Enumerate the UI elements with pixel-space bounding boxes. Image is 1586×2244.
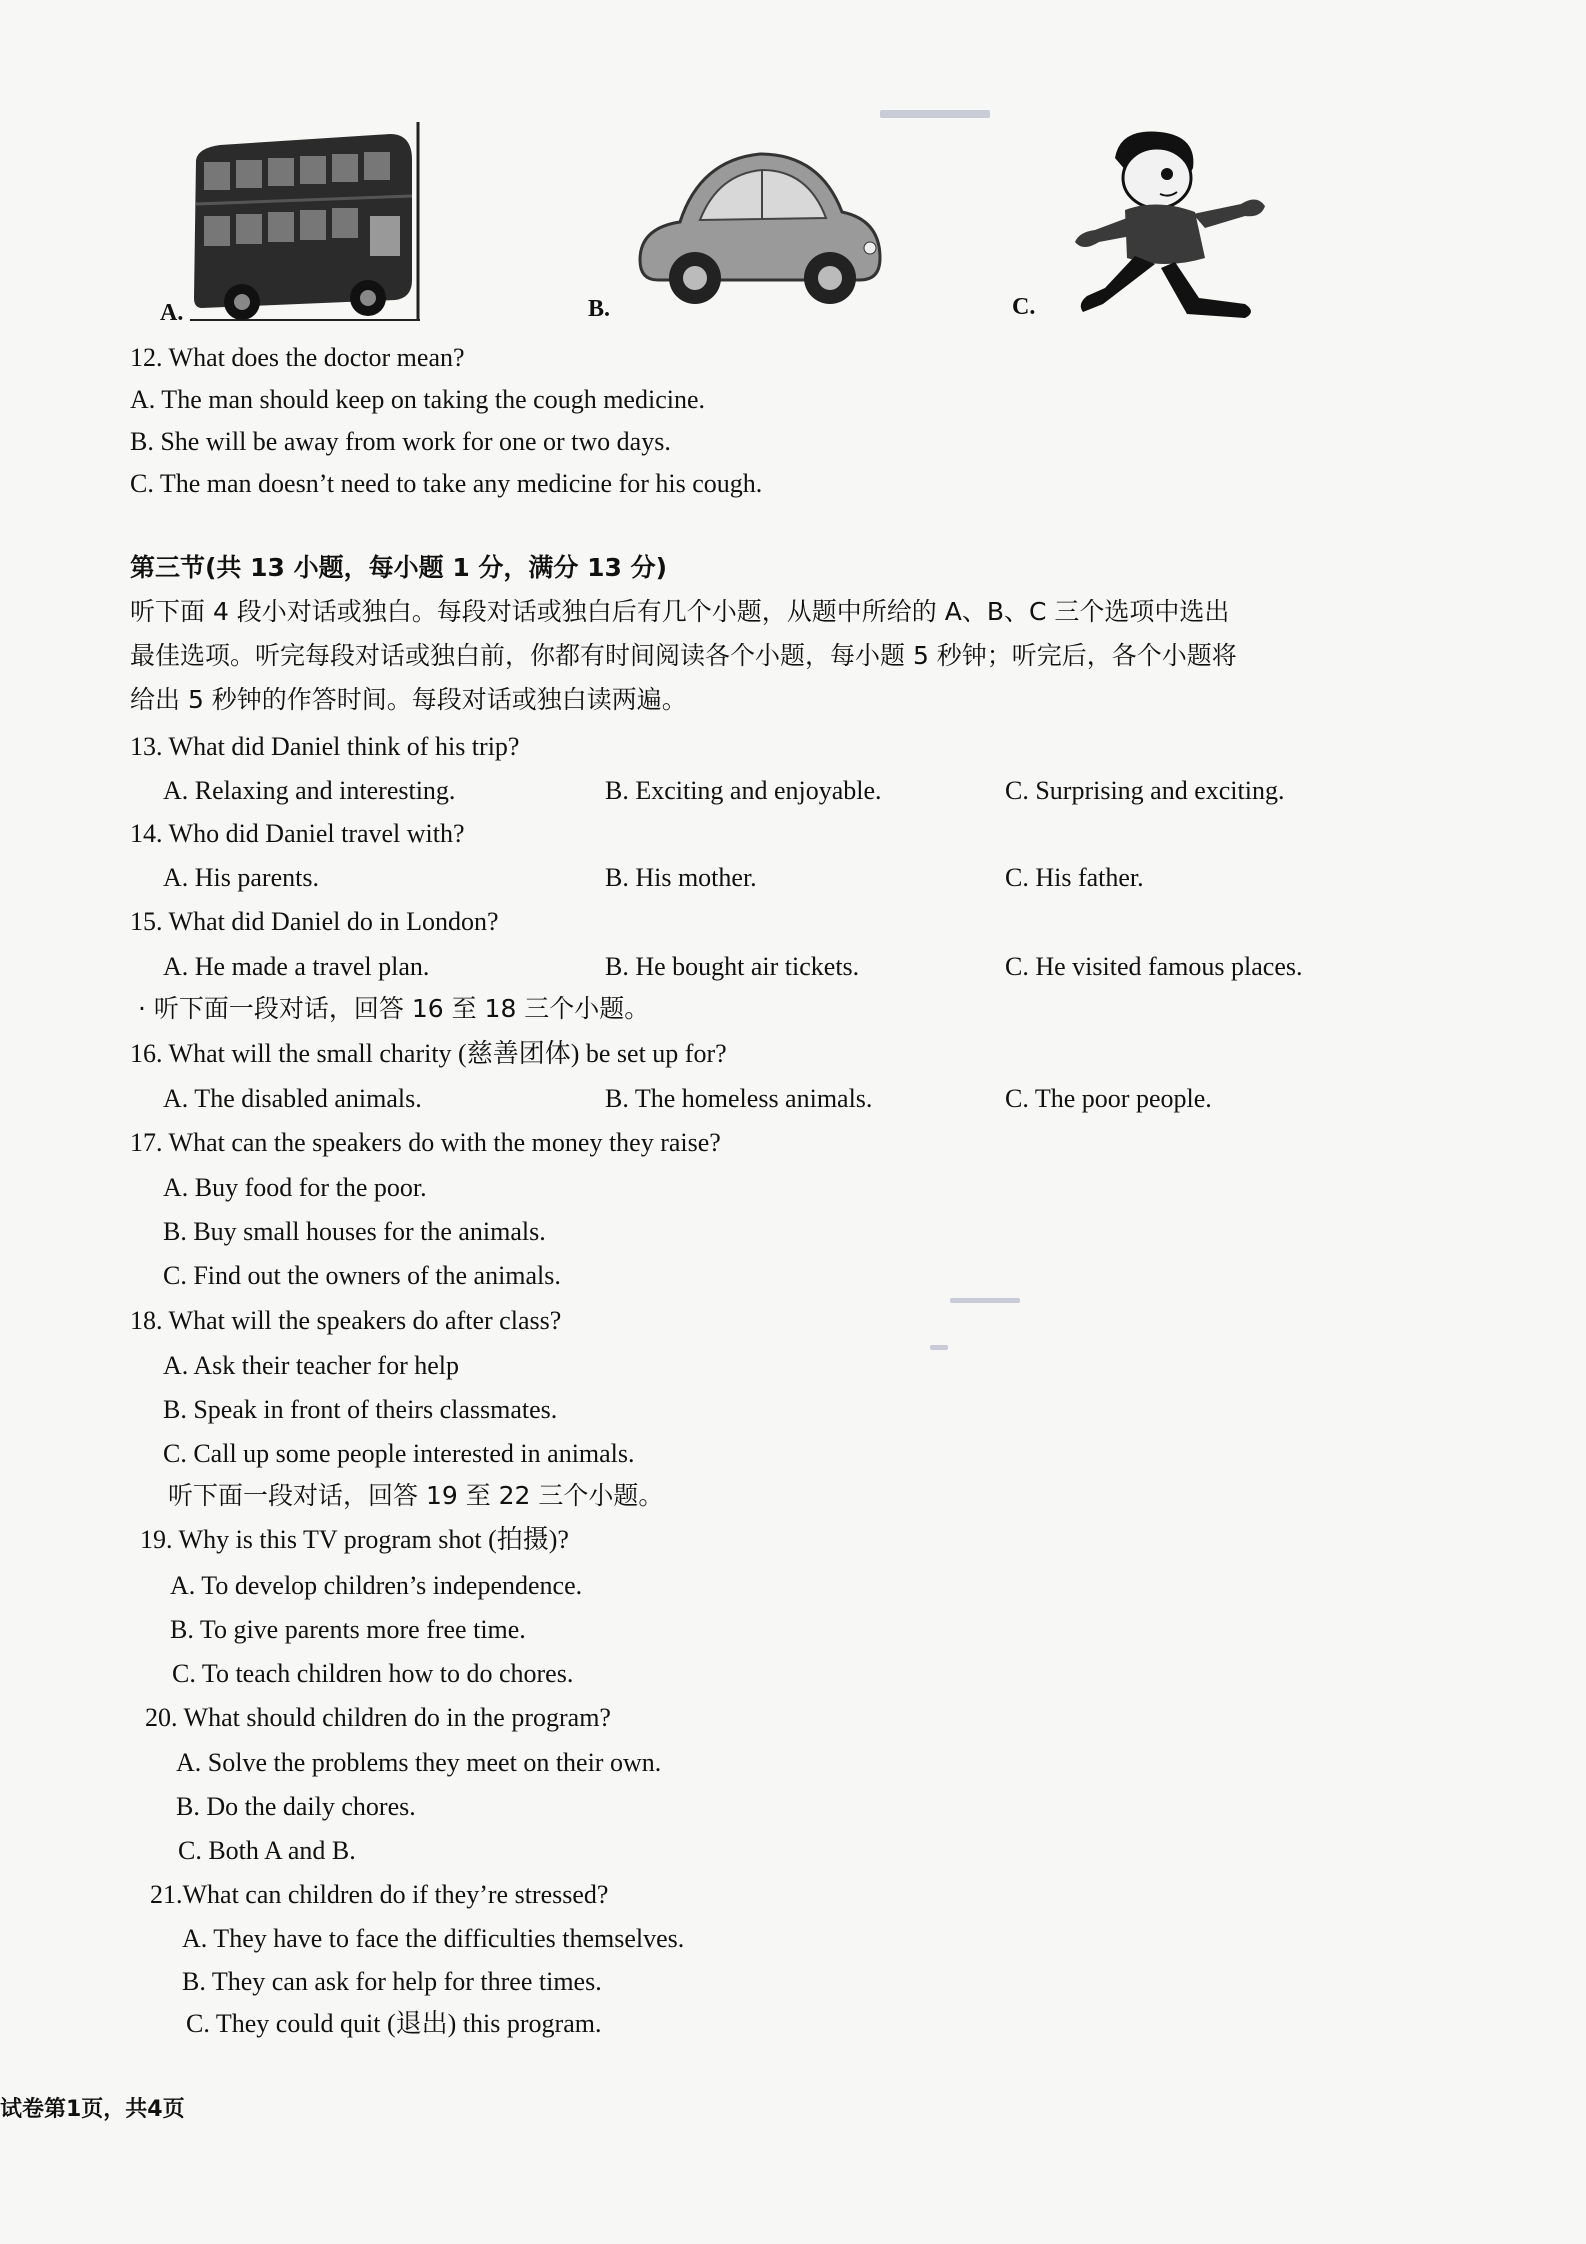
question-15: 15. What did Daniel do in London? [130, 907, 499, 936]
running-boy-icon [1065, 128, 1280, 323]
picture-c-label: C. [1012, 294, 1036, 320]
question-21: 21.What can children do if they’re stressed? [150, 1880, 609, 1909]
q19-option-c: C. To teach children how to do chores. [172, 1659, 574, 1688]
q21-option-b: B. They can ask for help for three times. [182, 1967, 602, 1996]
page-footer: 试卷第1页，共4页 [0, 2097, 185, 2122]
q12-option-c: C. The man doesn’t need to take any medicine for his cough. [130, 469, 763, 498]
question-14: 14. Who did Daniel travel with? [130, 819, 465, 848]
q14-option-b: B. His mother. [605, 863, 757, 892]
picture-a-label: A. [160, 300, 184, 326]
question-17: 17. What can the speakers do with the money they raise? [130, 1128, 721, 1157]
picture-b-label: B. [588, 296, 611, 322]
q21-option-c: C. They could quit (退出) this program. [186, 2009, 602, 2038]
q20-option-c: C. Both A and B. [178, 1836, 356, 1865]
section-instructions-line-3: 给出 5 秒钟的作答时间。每段对话或独白读两遍。 [130, 685, 687, 714]
q14-option-a: A. His parents. [163, 863, 319, 892]
q17-option-a: A. Buy food for the poor. [163, 1173, 427, 1202]
listening-note-16-18: · 听下面一段对话，回答 16 至 18 三个小题。 [138, 994, 650, 1023]
q18-option-a: A. Ask their teacher for help [163, 1351, 460, 1380]
q13-option-b: B. Exciting and enjoyable. [605, 776, 882, 805]
q15-option-b: B. He bought air tickets. [605, 952, 860, 981]
q16-option-c: C. The poor people. [1005, 1084, 1212, 1113]
q17-option-c: C. Find out the owners of the animals. [163, 1261, 561, 1290]
listening-note-19-22: 听下面一段对话，回答 19 至 22 三个小题。 [168, 1481, 664, 1510]
q18-option-c: C. Call up some people interested in animals. [163, 1439, 635, 1468]
section-instructions-line-2: 最佳选项。听完每段对话或独白前，你都有时间阅读各个小题，每小题 5 秒钟；听完后，各个小题将 [130, 641, 1237, 670]
q14-option-c: C. His father. [1005, 863, 1144, 892]
section-instructions-line-1: 听下面 4 段小对话或独白。每段对话或独白后有几个小题，从题中所给的 A、B、C 三个选项中选出 [130, 597, 1230, 626]
q18-option-b: B. Speak in front of theirs classmates. [163, 1395, 558, 1424]
scan-mark [930, 1345, 948, 1350]
question-20: 20. What should children do in the program? [145, 1703, 611, 1732]
q16-option-a: A. The disabled animals. [163, 1084, 422, 1113]
q12-option-a: A. The man should keep on taking the cough medicine. [130, 385, 705, 414]
question-16: 16. What will the small charity (慈善团体) be set up for? [130, 1039, 727, 1068]
section-heading: 第三节(共 13 小题，每小题 1 分，满分 13 分) [130, 553, 668, 582]
question-12: 12. What does the doctor mean? [130, 343, 465, 372]
double-decker-bus-icon [190, 120, 430, 325]
q17-option-b: B. Buy small houses for the animals. [163, 1217, 546, 1246]
q15-option-a: A. He made a travel plan. [163, 952, 430, 981]
q13-option-a: A. Relaxing and interesting. [163, 776, 456, 805]
q15-option-c: C. He visited famous places. [1005, 952, 1303, 981]
scan-mark [880, 110, 990, 118]
q16-option-b: B. The homeless animals. [605, 1084, 873, 1113]
car-icon [630, 140, 890, 315]
q21-option-a: A. They have to face the difficulties themselves. [182, 1924, 685, 1953]
q19-option-a: A. To develop children’s independence. [170, 1571, 583, 1600]
q20-option-b: B. Do the daily chores. [176, 1792, 416, 1821]
question-13: 13. What did Daniel think of his trip? [130, 732, 520, 761]
q20-option-a: A. Solve the problems they meet on their own. [176, 1748, 662, 1777]
question-18: 18. What will the speakers do after class? [130, 1306, 562, 1335]
q13-option-c: C. Surprising and exciting. [1005, 776, 1285, 805]
q12-option-b: B. She will be away from work for one or two days. [130, 427, 671, 456]
q19-option-b: B. To give parents more free time. [170, 1615, 526, 1644]
scan-mark [950, 1298, 1020, 1303]
question-19: 19. Why is this TV program shot (拍摄)? [140, 1525, 569, 1554]
